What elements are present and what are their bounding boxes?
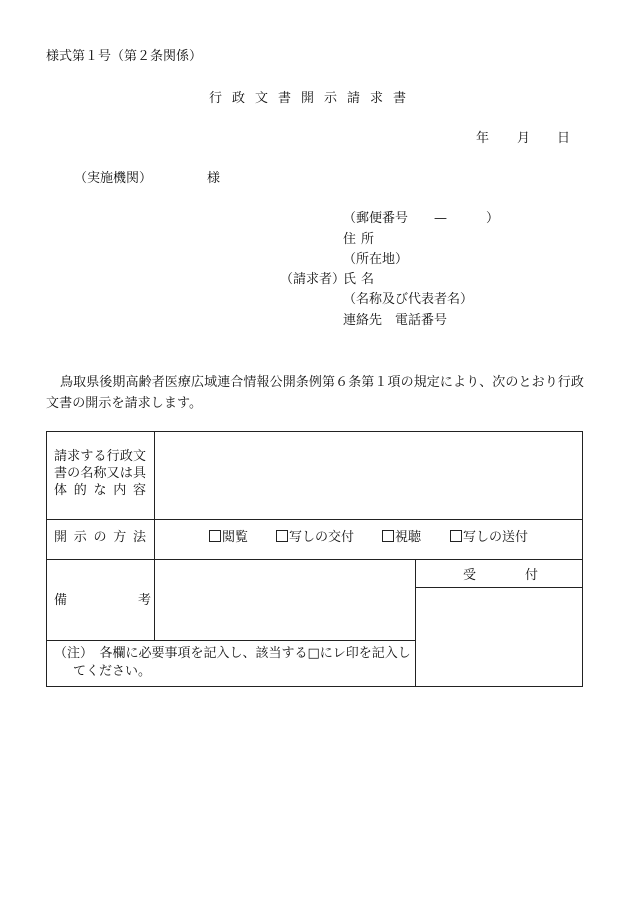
option-listen-watch[interactable]: 視聴 [382, 529, 421, 546]
remarks-label-end: 考 [138, 593, 152, 608]
agency-label: （実施機関） [74, 171, 153, 186]
representative-label: （名称及び代表者名） [343, 292, 474, 307]
honorific-label: 様 [207, 171, 221, 186]
request-content-label: 請求する行政文 書の名称又は具 体的な内容 [54, 449, 146, 498]
address-label: 住所 [343, 232, 380, 247]
page-title: 行政文書開示請求書 [209, 91, 417, 106]
remarks-label: 備 [54, 593, 68, 608]
location-label: （所在地） [343, 252, 409, 267]
form-number: 様式第１号（第２条関係） [46, 49, 203, 64]
date-month-label: 月 [517, 131, 531, 146]
postal-code-label: （郵便番号 — ） [343, 211, 500, 226]
checkbox-copy-delivery[interactable] [276, 530, 288, 542]
name-label: 氏名 [343, 272, 380, 287]
reception-label-end: 付 [525, 568, 539, 583]
checkbox-listen-watch[interactable] [382, 530, 394, 542]
date-year-label: 年 [476, 131, 490, 146]
note-text-continued: てください。 [73, 664, 152, 679]
option-view[interactable]: 閲覧 [209, 529, 248, 546]
checkbox-view[interactable] [209, 530, 221, 542]
option-copy-delivery[interactable]: 写しの交付 [276, 529, 354, 546]
request-statement: 鳥取県後期高齢者医療広域連合情報公開条例第６条第１項の規定により、次のとおり行政文書の開示を請求します。 [46, 375, 585, 411]
note-text: （注） 各欄に必要事項を記入し、該当する□にレ印を記入し [54, 646, 411, 661]
disclosure-method-label: 開示の方法 [54, 530, 146, 545]
option-copy-mail[interactable]: 写しの送付 [450, 529, 528, 546]
request-form-table [46, 431, 583, 687]
date-day-label: 日 [557, 131, 571, 146]
remarks-field[interactable] [157, 562, 412, 637]
contact-label: 連絡先 電話番号 [343, 313, 448, 328]
request-content-field[interactable] [157, 434, 577, 516]
requester-label: （請求者） [280, 272, 346, 287]
reception-label: 受 [463, 568, 477, 583]
checkbox-copy-mail[interactable] [450, 530, 462, 542]
